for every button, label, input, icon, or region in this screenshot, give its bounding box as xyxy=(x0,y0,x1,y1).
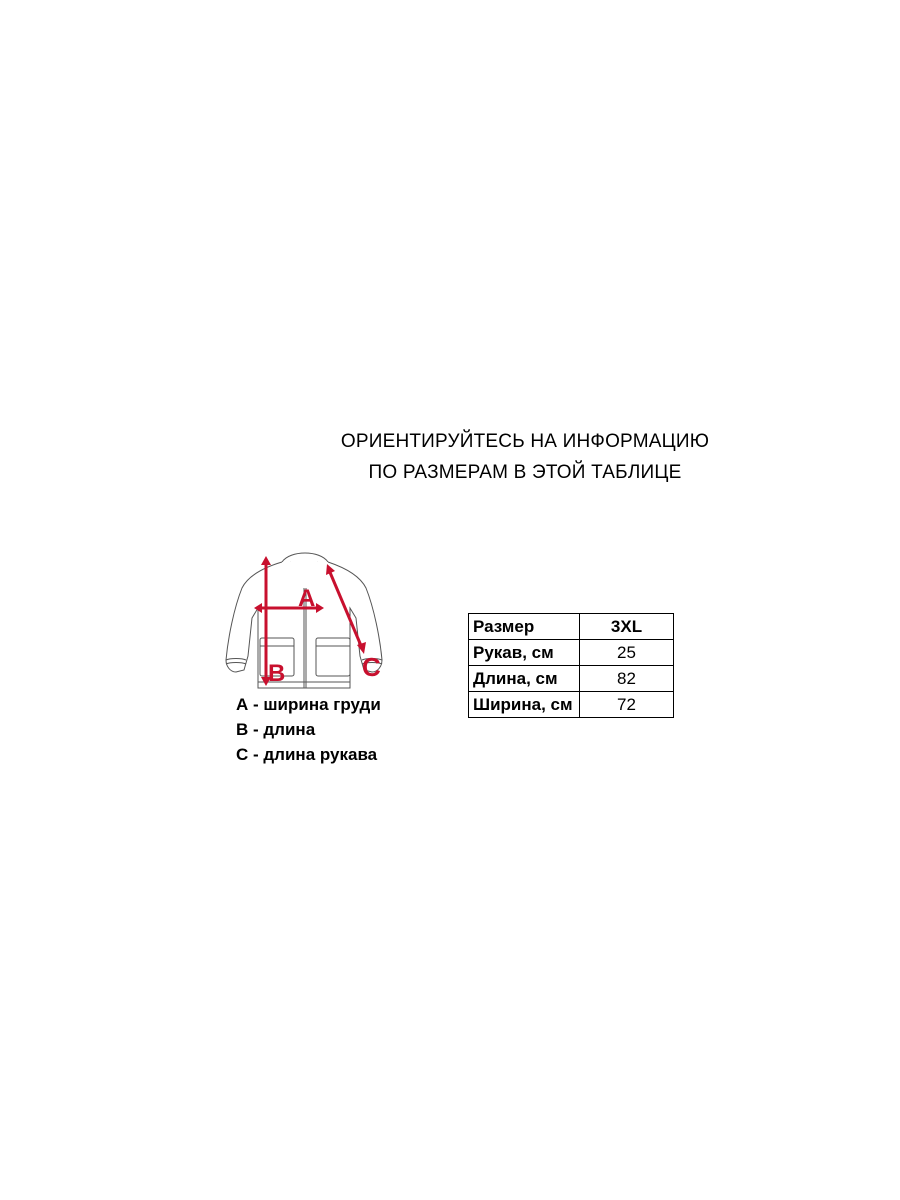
jacket-outline xyxy=(226,553,382,688)
jacket-diagram xyxy=(212,548,392,693)
row-value-width: 72 xyxy=(580,692,674,718)
legend-a: А - ширина груди xyxy=(236,695,381,714)
table-header-label: Размер xyxy=(469,614,580,640)
table-row xyxy=(469,640,674,666)
heading-line-1: ОРИЕНТИРУЙТЕСЬ НА ИНФОРМАЦИЮ xyxy=(340,431,710,452)
marker-c: C xyxy=(362,652,381,682)
heading-line-2: ПО РАЗМЕРАМ В ЭТОЙ ТАБЛИЦЕ xyxy=(368,462,682,483)
table-row xyxy=(469,692,674,718)
size-table xyxy=(468,613,674,718)
table-header-size: 3XL xyxy=(580,614,674,640)
row-value-length: 82 xyxy=(580,666,674,692)
table-row xyxy=(469,666,674,692)
measurement-legend xyxy=(236,692,381,767)
table-header-row xyxy=(469,614,674,640)
legend-b: В - длина xyxy=(236,720,316,739)
row-label-length: Длина, см xyxy=(469,666,580,692)
row-value-sleeve: 25 xyxy=(580,640,674,666)
row-label-sleeve: Рукав, см xyxy=(469,640,580,666)
jacket-svg xyxy=(212,548,392,693)
marker-b: B xyxy=(268,660,286,687)
legend-c: С - длина рукава xyxy=(236,745,378,764)
row-label-width: Ширина, см xyxy=(469,692,580,718)
marker-a: A xyxy=(298,585,316,612)
